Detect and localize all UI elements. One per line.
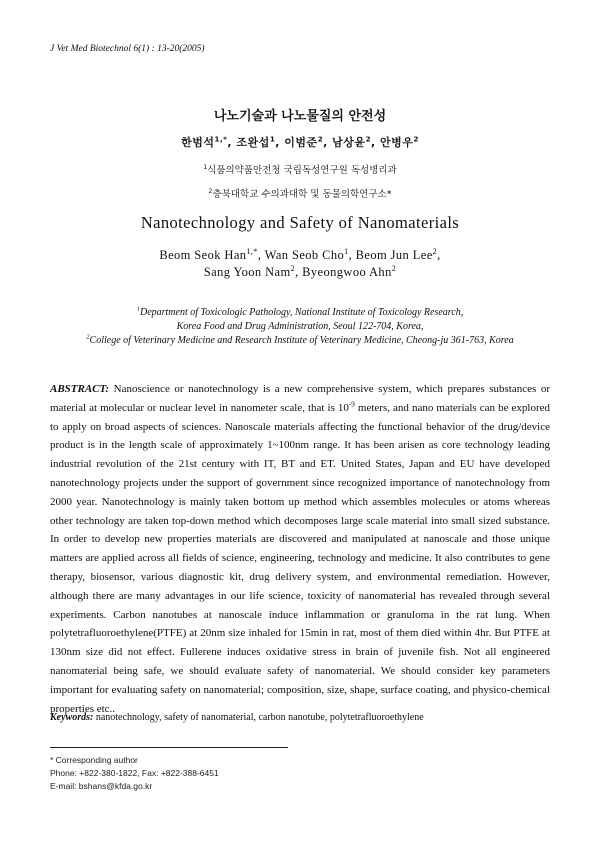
keywords <box>50 712 550 723</box>
affiliation-marker: 2 <box>86 333 90 341</box>
korean-affiliation-1 <box>0 162 600 176</box>
english-affiliation-1-cont <box>0 321 600 332</box>
abstract-label: ABSTRACT: <box>50 383 110 395</box>
abstract <box>50 380 550 718</box>
affiliation-marker: 1 <box>136 305 140 313</box>
korean-title: 나노기술과 나노물질의 안전성 <box>213 109 387 124</box>
affiliation-text: 충북대학교 수의과대학 및 동물의학연구소* <box>212 189 392 200</box>
author-marker: 2 <box>317 134 324 144</box>
english-affiliation-1 <box>0 307 600 318</box>
affiliation-text: Department of Toxicologic Pathology, National Institute of Toxicology Research, <box>139 307 464 318</box>
abstract-text-cont: meters, and nano materials can be explored to apply on broad aspects of sciences. Nanoscale materials affecting the functional behavior of the drug/device product is in the length scale of approximately 1~100nm range. It has been arisen as core technology leading industrial revolution of the 21st century with IT, BT and ET. United States, Japan and EU have developed nanotechnology projects under the support of government since recognized importance of nanotechnology from 2000 year. Nanotechnology is mainly taken bottom up method which assembles molecules or atoms whereas other technology are taken top-down method which decomposes large scale material into small sized substance. In order to develop new properties materials are discovered and manipulated at nanoscale and those unique matters are applied across all fields of science, engineering, technology and medicine. It also contributes to gene therapy, biosensor, various diagnostic kit, drug delivery system, and environmental remediation. However, although there are many advantages in our life science, toxicity of nanomaterial has revealed through several experiments. Carbon nanotubes at nanoscale induce inflammation or granuloma in the rat lung. When polytetrafluoroethylene(PTFE) at 20nm size inhaled for 15min in rat, most of them died within 4hr. But PTFE at 130nm size did not effect. Fullerene induces oxidative stress in brain of juvenile fish. Not all engineered nanomaterial being safe, we should evaluate safety of nanomaterial. We should consider key parameters important for evaluating safety on nanomaterial; composition, size, shape, surface coating, and physico-chemical properties etc.. <box>50 401 550 715</box>
affiliation-text: College of Veterinary Medicine and Research Institute of Veterinary Medicine, Cheong-ju 361-763, Korea <box>89 335 514 346</box>
author-name: 조완섭 <box>236 136 270 149</box>
author-marker: 2 <box>290 263 296 273</box>
english-authors-line-1: Beom Seok Han$^{1,*}$, Wan Seob Cho$^1$, Beom Jun Lee$^2$, <box>159 246 441 262</box>
contact-email: E-mail: bshans@kfda.go.kr <box>50 781 153 791</box>
affiliation-marker: 2 <box>208 187 213 195</box>
journal-citation: J Vet Med Biotechnol 6(1) : 13-20(2005) <box>50 44 205 54</box>
english-affiliation-2 <box>0 335 600 346</box>
author-name: 한범석 <box>181 136 215 149</box>
author-marker: 2 <box>413 134 419 144</box>
keywords-text: nanotechnology, safety of nanomaterial, carbon nanotube, polytetrafluoroethylene <box>93 712 424 723</box>
korean-authors: 한범석$^{1,*}$, 조완섭$^1$, 이범준$^2$, 남상윤$^2$, 안병우$^2$ <box>181 134 419 149</box>
affiliation-text: Korea Food and Drug Administration, Seoul 122-704, Korea, <box>176 321 424 332</box>
exponent: -9 <box>348 400 355 409</box>
contact-phone-fax: Phone: +822-380-1822, Fax: +822-388-6451 <box>50 768 219 778</box>
author-name: Byeongwoo Ahn <box>302 265 392 279</box>
author-name: Sang Yoon Nam <box>203 265 291 279</box>
author-marker: 2 <box>432 246 438 256</box>
author-name: Wan Seob Cho <box>264 248 345 262</box>
author-marker: 2 <box>365 134 372 144</box>
korean-affiliation-2 <box>0 186 600 200</box>
english-authors-line-2: Sang Yoon Nam$^2$, Byeongwoo Ahn$^2$ <box>203 263 397 279</box>
author-marker: 2 <box>391 263 397 273</box>
footnote-divider <box>50 747 288 748</box>
author-name: 이범준 <box>284 136 318 149</box>
english-title: Nanotechnology and Safety of Nanomaterials <box>140 213 460 232</box>
author-name: Beom Jun Lee <box>355 248 433 262</box>
affiliation-marker: 1 <box>203 163 208 171</box>
author-name: 안병우 <box>380 136 414 149</box>
abstract-text: Nanoscience or nanotechnology is a new comprehensive system, which prepares substances or material at molecular or nuclear level in nanometer scale, that is 10 <box>50 383 550 414</box>
author-marker: 1 <box>344 246 349 256</box>
affiliation-text: 식품의약품안전청 국립독성연구원 독성병리과 <box>207 165 397 176</box>
keywords-label: Keywords: <box>50 712 94 723</box>
corresponding-author-note: * Corresponding author <box>50 755 138 765</box>
author-name: Beom Seok Han <box>159 248 247 262</box>
author-marker: 1 <box>269 134 276 144</box>
author-name: 남상윤 <box>332 136 366 149</box>
author-marker: 1,* <box>214 134 228 144</box>
author-marker: 1,* <box>246 246 258 256</box>
